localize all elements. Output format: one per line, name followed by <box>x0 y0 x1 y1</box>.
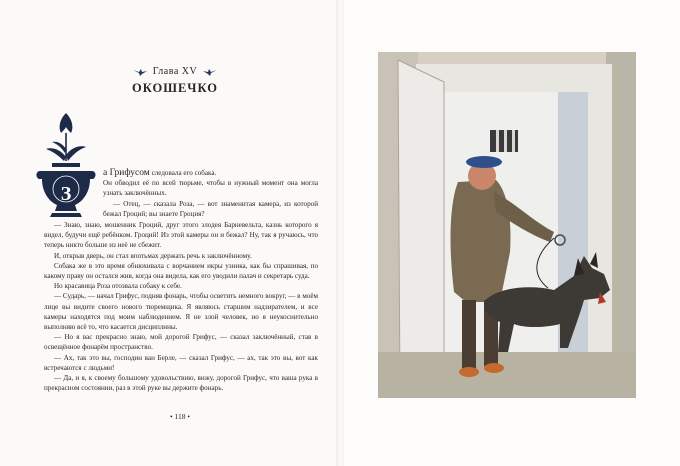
body-paragraph: — Ах, так это вы, господин ван Берле, — сказал Грифус, — ах, так это вы, вот как встречаются с людьми! <box>44 353 318 372</box>
body-paragraph: Но красавица Роза отозвала собаку к себе. <box>54 282 182 291</box>
body-paragraph: И, открыв дверь, он стал впотьмах держать речь к заключённому. <box>54 251 252 260</box>
chapter-title: ОКОШЕЧКО <box>132 81 218 95</box>
opening-paragraph: — Отец, — сказала Роза, — вот знаменитая камера, из которой бежал Гроций; вы знаете Гроция? <box>103 199 318 218</box>
opening-paragraph: Он обводил её по всей тюрьме, чтобы в нужный момент она могла узнать заключённых. <box>103 179 318 198</box>
body-paragraph: — Но я вас прекрасно знаю, мой дорогой Грифус, — сказал заключённый, став в освещённое фонарём пространство. <box>44 333 318 352</box>
book-spine <box>336 0 344 466</box>
opening-words: а Грифусом <box>103 168 150 178</box>
drop-cap-ornament <box>30 109 100 219</box>
body-paragraph: — Сударь, — начал Грифус, подняв фонарь, чтобы осветить немного вокруг, — в моём лице вы видите своего нового тюремщика. Я являюсь старшим надзирателем, и все камеры находятся под моим наблюдением. Я не злой человек, но я неукоснительно выполняю всё то, что касается дисциплины. <box>44 292 318 332</box>
body-paragraph: Собака же в это время обнюхивала с ворчанием икры узника, как бы спрашивая, по какому праву он остался жив, когда она видела, как его уводили палач и секретарь суда. <box>44 261 318 281</box>
opening-line: следовала его собака. <box>149 169 217 177</box>
chapter-number: Глава XV <box>152 66 198 77</box>
page-number: • 118 • <box>170 412 190 421</box>
swallow-left-icon <box>132 67 148 77</box>
chapter-opening-text <box>103 168 318 219</box>
body-paragraph: — Да, и я, к своему большому удовольствию, вижу, дорогой Грифус, что ваша рука в прекрасном состоянии, раз в этой руке вы держите фонарь. <box>44 374 318 393</box>
chapter-heading <box>110 66 240 96</box>
swallow-right-icon <box>202 67 218 77</box>
drop-cap-letter: З <box>60 183 72 205</box>
chapter-body-text <box>44 220 318 393</box>
jailer-with-dog-illustration <box>378 52 636 398</box>
body-paragraph: — Знаю, знаю, мошенник Гроций, друг этого злодея Барневельта, казнь которого я видел, будучи ещё ребёнком. Гроций! Из этой камеры он и бежал? Ну, так я ручаюсь, что теперь никто больше из неё не сбежит. <box>44 221 318 250</box>
